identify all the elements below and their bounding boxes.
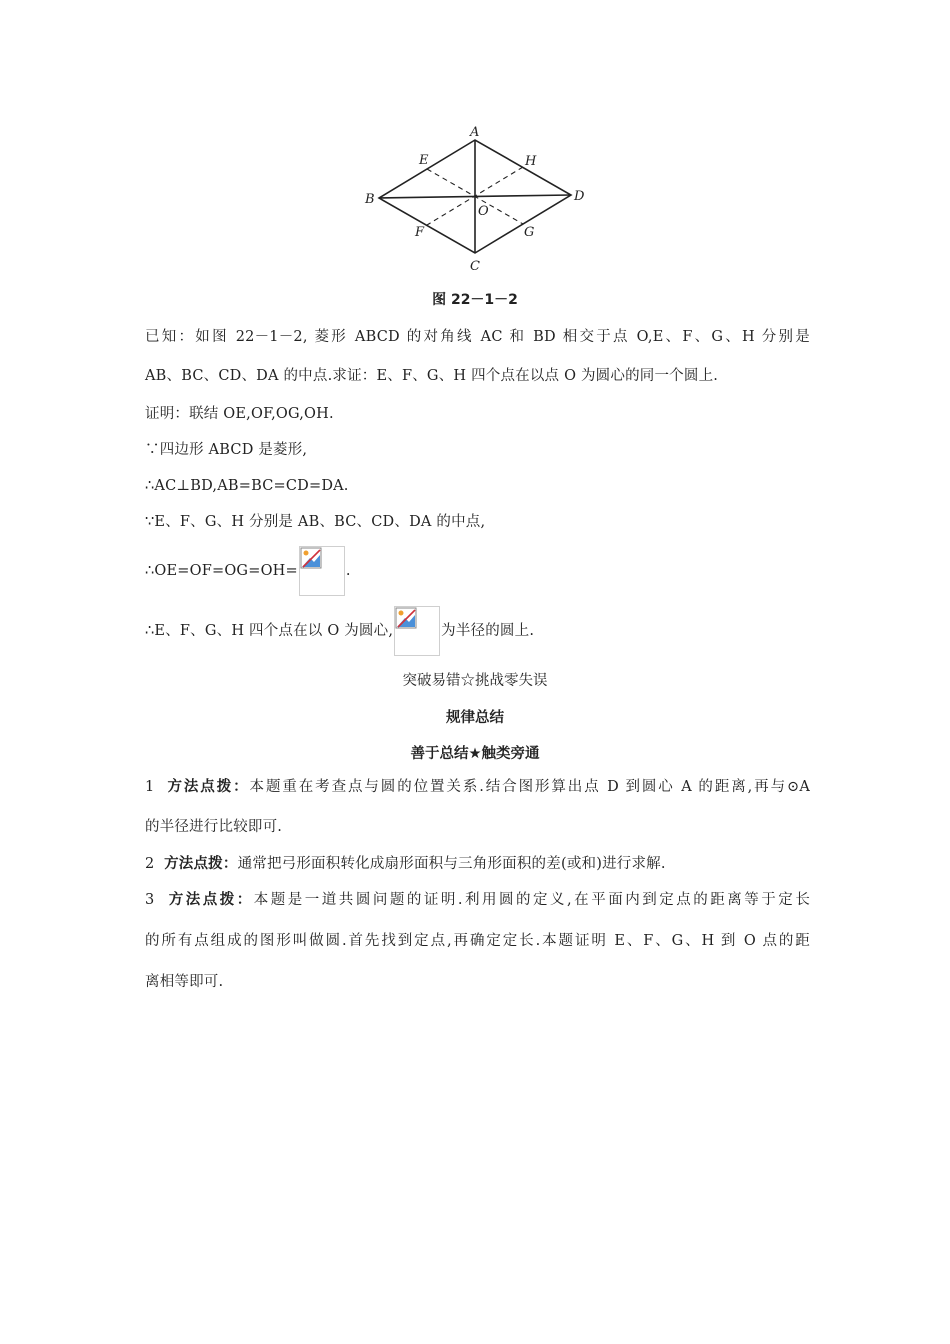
proof-line-6-text: ∴E、F、G、H 四个点在以 O 为圆心,: [145, 623, 394, 639]
proof-line-6-end: 为半径的圆上.: [441, 623, 535, 639]
tip-3-line-2: 的所有点组成的图形叫做圆.首先找到定点,再确定定长.本题证明 E、F、G、H 到 O 点的距: [145, 933, 810, 949]
proof-line-2: ∵四边形 ABCD 是菱形,: [145, 442, 308, 458]
label-f: F: [415, 225, 425, 240]
proof-line-1: 证明：联结 OE,OF,OG,OH.: [145, 406, 334, 422]
proof-line-5-text: ∴OE=OF=OG=OH=: [145, 563, 298, 579]
label-b: B: [365, 192, 375, 207]
problem-line-1: 已知：如图 22－1－2, 菱形 ABCD 的对角线 AC 和 BD 相交于点 O,E、F、G、H 分别是: [145, 329, 810, 345]
tip-2-number: 2: [145, 856, 155, 872]
tip-1-number: 1: [145, 779, 155, 795]
tip-1-line-2: 的半径进行比较即可.: [145, 819, 283, 835]
label-d: D: [574, 189, 585, 204]
tip-1-text: 本题重在考查点与圆的位置关系.结合图形算出点 D 到圆心 A 的距离,再与⊙A: [249, 779, 811, 795]
proof-line-4: ∵E、F、G、H 分别是 AB、BC、CD、DA 的中点,: [145, 514, 486, 530]
label-c: C: [470, 259, 480, 274]
tip-3-number: 3: [145, 892, 155, 908]
figure-caption: 图 22－1－2: [432, 292, 518, 308]
label-e: E: [419, 153, 429, 168]
label-g: G: [524, 225, 535, 240]
rhombus-figure: [355, 120, 595, 280]
tip-3-line-1: [145, 890, 810, 910]
tip-3-label: 方法点拨：: [168, 892, 254, 908]
proof-line-5: [145, 546, 810, 596]
label-h: H: [525, 154, 537, 169]
tip-3-line-3: 离相等即可.: [145, 974, 224, 990]
proof-line-6: [145, 606, 810, 656]
tip-2-label: 方法点拨：: [164, 856, 238, 872]
broken-image-icon: [394, 606, 440, 656]
tip-3-text: 本题是一道共圆问题的证明.利用圆的定义,在平面内到定点的距离等于定长: [253, 892, 811, 908]
tip-1-line-1: [145, 777, 810, 797]
rhombus-diagram: [355, 120, 595, 280]
section-banner: 突破易错☆挑战零失误: [402, 673, 548, 689]
section-title-2: 善于总结★触类旁通: [410, 746, 540, 762]
problem-line-2: AB、BC、CD、DA 的中点.求证：E、F、G、H 四个点在以点 O 为圆心的同一个圆上.: [145, 368, 719, 384]
proof-line-3: ∴AC⊥BD,AB=BC=CD=DA.: [145, 478, 349, 494]
tip-2-line-1: [145, 854, 810, 874]
tip-2-text: 通常把弓形面积转化成扇形面积与三角形面积的差(或和)进行求解.: [237, 856, 666, 872]
proof-line-5-end: .: [345, 563, 351, 579]
broken-image-icon: [299, 546, 345, 596]
tip-1-label: 方法点拨：: [167, 779, 250, 795]
section-title-1: 规律总结: [446, 710, 504, 726]
label-a: A: [470, 125, 480, 140]
label-o: O: [478, 204, 489, 219]
